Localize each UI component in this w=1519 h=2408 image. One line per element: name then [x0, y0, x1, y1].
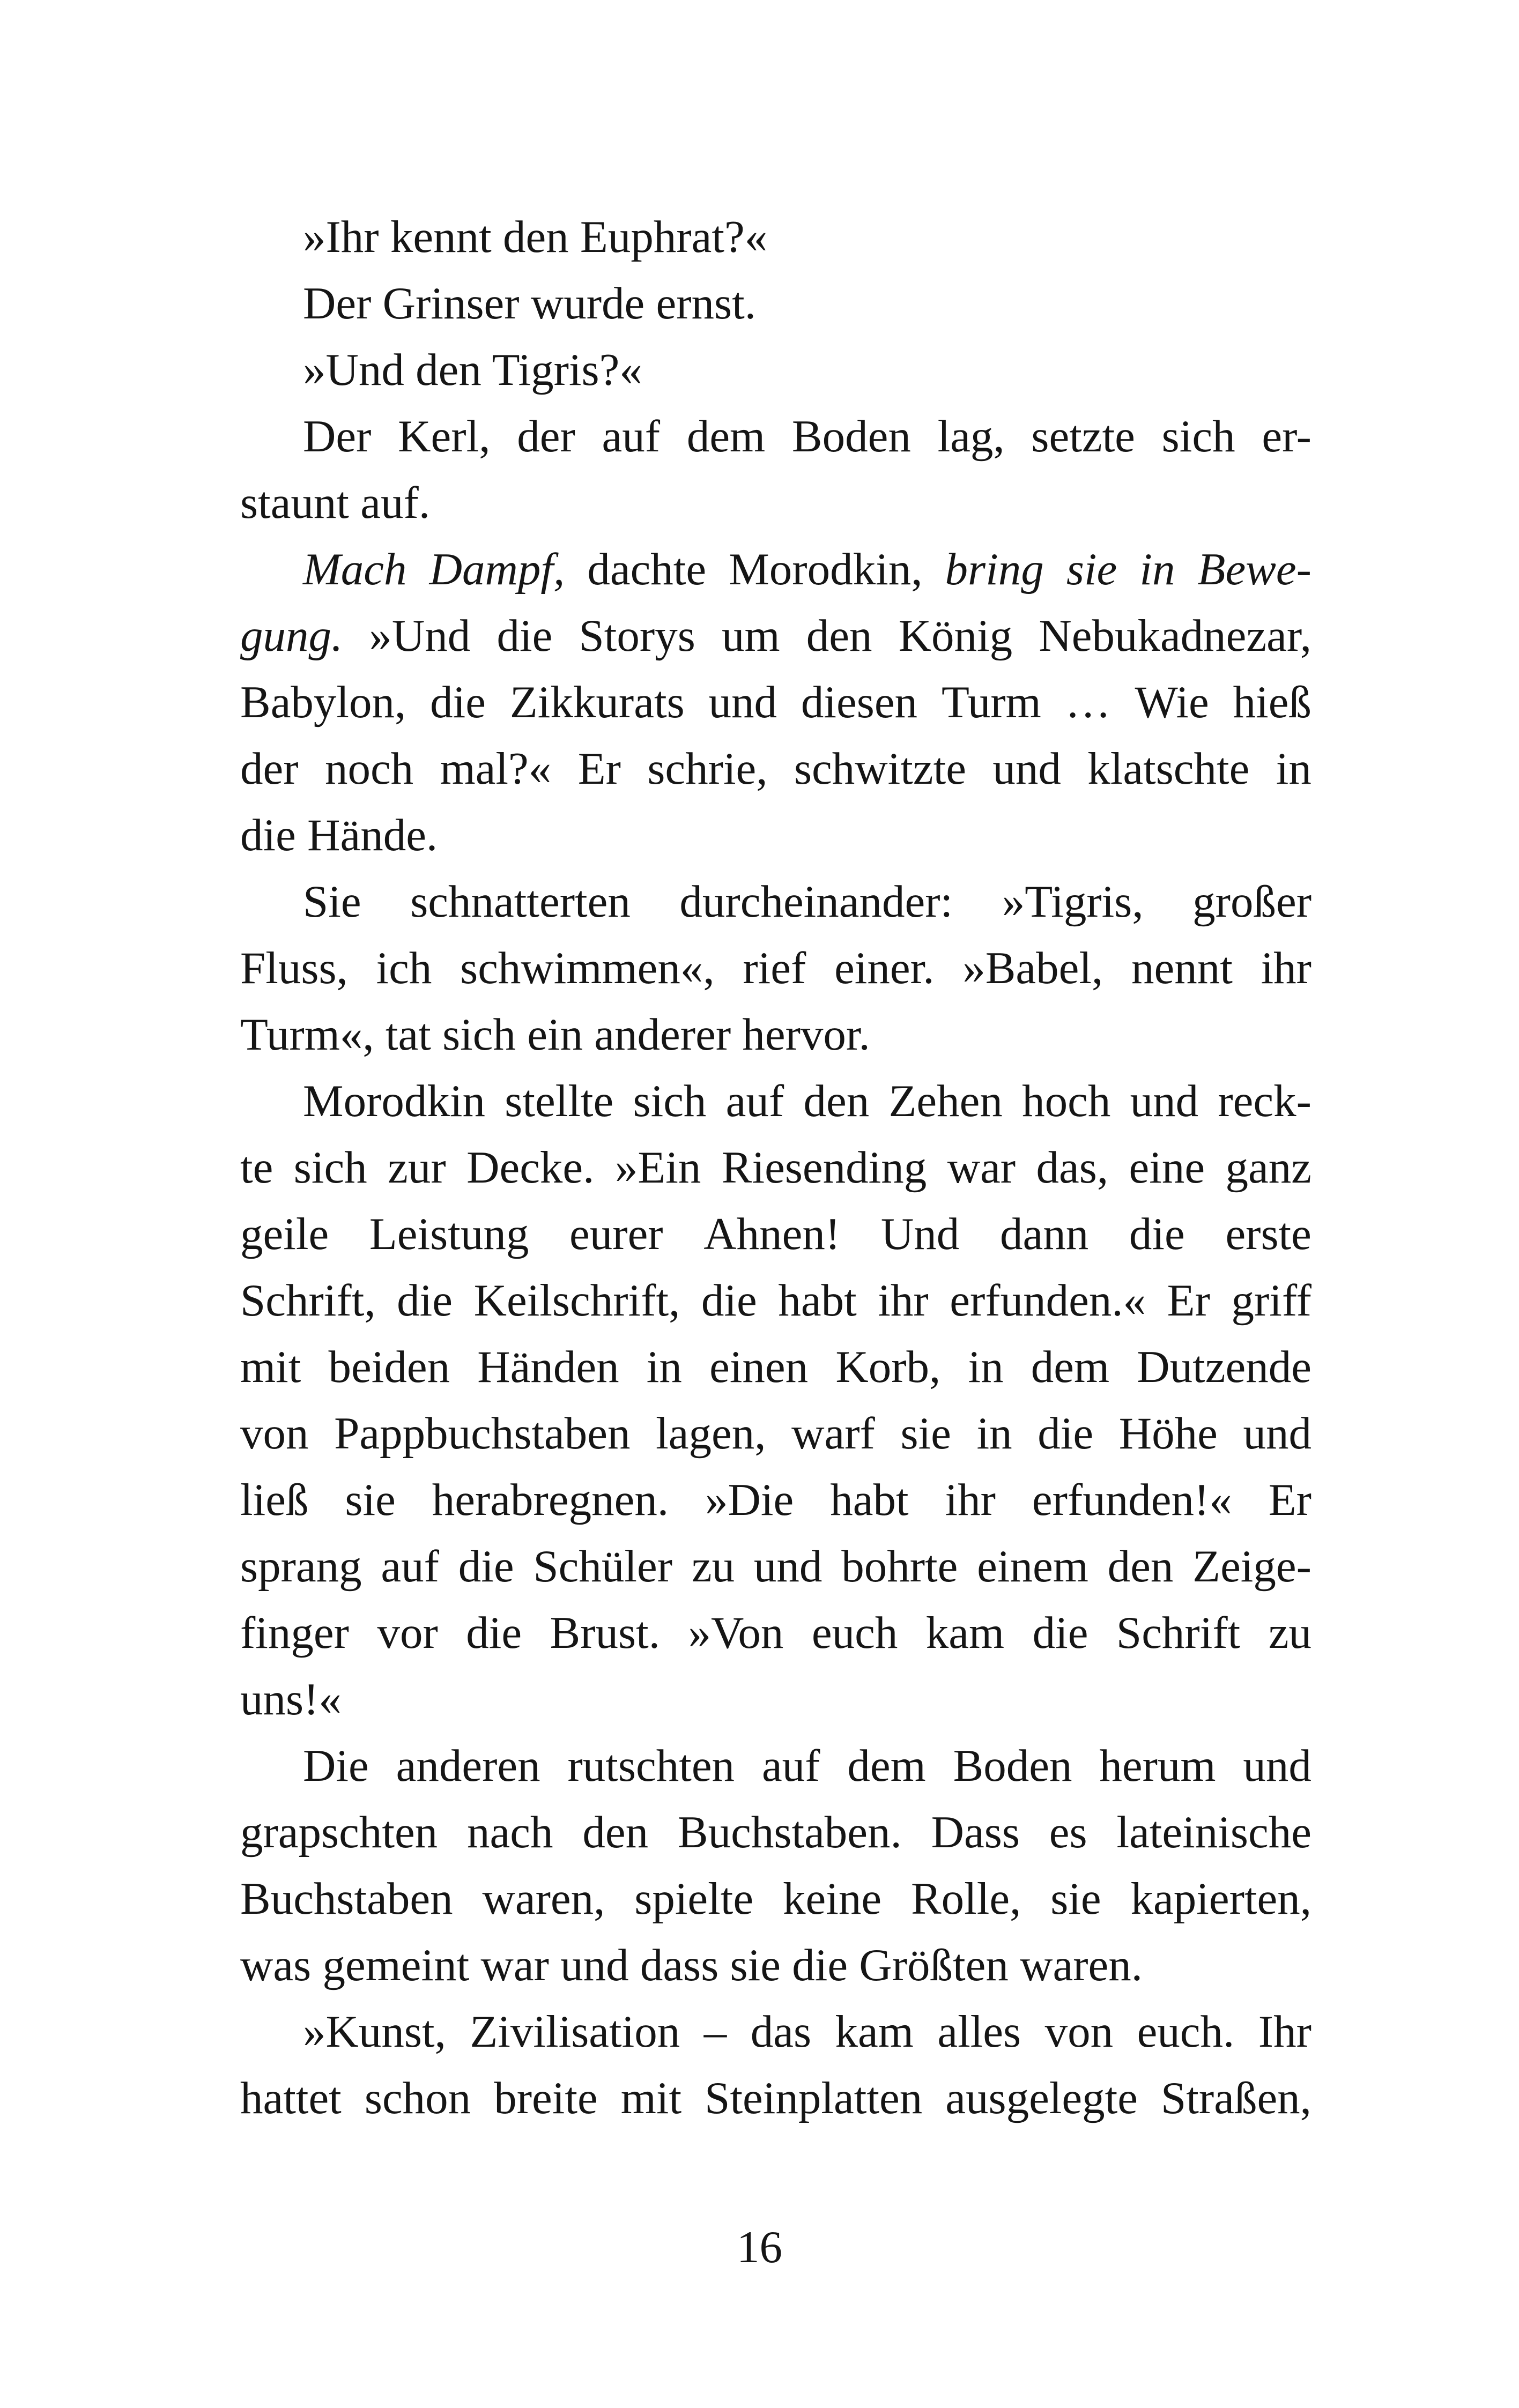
word: warf [791, 1408, 875, 1459]
word: nach [467, 1807, 553, 1857]
word: kam [925, 1608, 1005, 1658]
word: und [1243, 1408, 1311, 1459]
word: schrie, [647, 744, 768, 794]
word: rief [743, 943, 806, 993]
word: Schrift, [240, 1275, 376, 1326]
word: Wie [1135, 677, 1209, 727]
word: und [1243, 1741, 1311, 1791]
word: Leistung [369, 1209, 529, 1259]
word: den [803, 1076, 870, 1126]
word: Die [303, 1741, 369, 1791]
word: Mach [303, 544, 407, 594]
word: »Tigris, [1002, 876, 1144, 927]
word: habt [830, 1475, 909, 1525]
text-line [240, 1666, 1311, 1733]
word: Straßen, [1161, 2073, 1311, 2123]
word: Korb, [835, 1342, 941, 1392]
word: waren, [482, 1874, 605, 1924]
word: schnatterten [410, 876, 631, 927]
word: Fluss, [240, 943, 348, 993]
word: Buchstaben [240, 1874, 453, 1924]
text-segment: »Ihr kennt den Euphrat?« [303, 212, 768, 262]
text-line [240, 1400, 1311, 1467]
word: Dampf, [429, 544, 565, 594]
text-line [240, 337, 1311, 403]
word: dem [1031, 1342, 1110, 1392]
word: es [1049, 1807, 1087, 1857]
word: Turm [941, 677, 1041, 727]
text-line [240, 470, 1311, 536]
word: herabregnen. [432, 1475, 669, 1525]
word: um [721, 611, 780, 661]
word: sie [345, 1475, 396, 1525]
word: die [701, 1275, 757, 1326]
text-line [240, 2065, 1311, 2131]
word: von [240, 1408, 309, 1459]
word: ihr [945, 1475, 996, 1525]
word: grapschten [240, 1807, 438, 1857]
word: schwitzte [794, 744, 966, 794]
word: die [466, 1608, 522, 1658]
word: Zehen [888, 1076, 1003, 1126]
word: te [240, 1142, 273, 1193]
word: Zivilisation [470, 2006, 680, 2057]
text-line [240, 1467, 1311, 1533]
word: König [898, 611, 1013, 661]
text-segment: Der Grinser wurde ernst. [303, 278, 756, 329]
word: rutschten [567, 1741, 735, 1791]
word: alles [937, 2006, 1021, 2057]
word: in [1139, 544, 1175, 594]
word: reck- [1218, 1076, 1311, 1126]
text-segment: was gemeint war und dass sie die Größten waren. [240, 1940, 1143, 1990]
word: und [708, 677, 777, 727]
word: Morodkin [303, 1076, 485, 1126]
word: Schüler [533, 1541, 673, 1592]
word: das [750, 2006, 812, 2057]
word: sie [900, 1408, 951, 1459]
word: mit [240, 1342, 301, 1392]
word: klatschte [1087, 744, 1250, 794]
word: schon [364, 2073, 471, 2123]
word: erste [1225, 1209, 1311, 1259]
word: lateinische [1116, 1807, 1311, 1857]
text-line [240, 1799, 1311, 1866]
text-line [240, 1334, 1311, 1400]
word: Rolle, [910, 1874, 1021, 1924]
text-segment: die Hände. [240, 810, 438, 860]
text-segment: staunt auf. [240, 478, 431, 528]
word: breite [494, 2073, 598, 2123]
word: vor [377, 1608, 438, 1658]
word: ich [376, 943, 432, 993]
word: setzte [1031, 411, 1135, 462]
word: gung. [240, 611, 343, 661]
body-text [240, 204, 1311, 2131]
text-line [240, 802, 1311, 868]
word: kam [835, 2006, 914, 2057]
word: erfunden.« [950, 1275, 1146, 1326]
text-line [240, 1733, 1311, 1799]
word: die [430, 677, 486, 727]
word: bohrte [841, 1541, 958, 1592]
word: die [397, 1275, 453, 1326]
word: diesen [801, 677, 918, 727]
word: den [582, 1807, 649, 1857]
word: in [1276, 744, 1311, 794]
word: schwimmen«, [460, 943, 715, 993]
word: die [497, 611, 553, 661]
word: Höhe [1118, 1408, 1218, 1459]
word: »Und [369, 611, 471, 661]
word: euch. [1137, 2006, 1235, 2057]
word: Pappbuchstaben [334, 1408, 631, 1459]
word: lagen, [656, 1408, 766, 1459]
word: ausgelegte [945, 2073, 1138, 2123]
word: einem [977, 1541, 1088, 1592]
word: dann [999, 1209, 1089, 1259]
word: die [1129, 1209, 1185, 1259]
word: Dass [931, 1807, 1020, 1857]
word: in [646, 1342, 682, 1392]
word: Boden [953, 1741, 1072, 1791]
word: die [1038, 1408, 1094, 1459]
text-line [240, 1068, 1311, 1134]
page-number: 16 [737, 2222, 782, 2272]
word: erfunden!« [1032, 1475, 1232, 1525]
word: und [753, 1541, 823, 1592]
text-line [240, 603, 1311, 669]
word: auf [761, 1741, 820, 1791]
text-line [240, 669, 1311, 735]
word: geile [240, 1209, 329, 1259]
word: spielte [634, 1874, 754, 1924]
word: zur [388, 1142, 446, 1193]
word: auf [602, 411, 661, 462]
text-line [240, 1866, 1311, 1932]
word: Bewe- [1197, 544, 1311, 594]
word: stellte [505, 1076, 614, 1126]
word: noch [324, 744, 414, 794]
word: von [1044, 2006, 1114, 2057]
word: Brust. [550, 1608, 660, 1658]
word: durcheinander: [679, 876, 953, 927]
word: sich [1161, 411, 1235, 462]
word: nennt [1131, 943, 1233, 993]
word: bring [945, 544, 1044, 594]
word: und [992, 744, 1061, 794]
word: eurer [569, 1209, 663, 1259]
word: Steinplatten [705, 2073, 923, 2123]
word: sich [633, 1076, 707, 1126]
word: Storys [579, 611, 695, 661]
word: sie [1050, 1874, 1101, 1924]
text-line [240, 1001, 1311, 1068]
word: Er [1268, 1475, 1311, 1525]
word: sich [293, 1142, 367, 1193]
text-line [240, 868, 1311, 935]
text-segment: Turm«, tat sich ein anderer hervor. [240, 1009, 870, 1060]
word: Keilschrift, [473, 1275, 680, 1326]
word: Zeige- [1192, 1541, 1311, 1592]
word: Morodkin, [729, 544, 923, 594]
word: zu [1268, 1608, 1311, 1658]
text-line [240, 536, 1311, 603]
word: sie [1066, 544, 1117, 594]
word: hieß [1233, 677, 1311, 727]
text-line [240, 403, 1311, 470]
word: Riesending [721, 1142, 927, 1193]
word: einer. [834, 943, 935, 993]
word: ganz [1225, 1142, 1311, 1193]
text-line [240, 204, 1311, 270]
word: sprang [240, 1541, 362, 1592]
word: großer [1192, 876, 1311, 927]
word: habt [778, 1275, 857, 1326]
word: ihr [1261, 943, 1311, 993]
word: in [968, 1342, 1004, 1392]
word: den [806, 611, 872, 661]
word: dem [847, 1741, 926, 1791]
word: die [1032, 1608, 1088, 1658]
word: Sie [303, 876, 361, 927]
word: hattet [240, 2073, 342, 2123]
text-line [240, 1932, 1311, 1998]
word: Babylon, [240, 677, 406, 727]
word: der [240, 744, 299, 794]
word: »Ein [614, 1142, 701, 1193]
word: der [517, 411, 575, 462]
text-line [240, 735, 1311, 802]
word: beiden [328, 1342, 450, 1392]
text-line [240, 270, 1311, 337]
word: keine [783, 1874, 882, 1924]
text-line [240, 1600, 1311, 1666]
word: den [1107, 1541, 1174, 1592]
word: auf [725, 1076, 784, 1126]
word: Ihr [1258, 2006, 1311, 2057]
word: hoch [1022, 1076, 1111, 1126]
word: die [458, 1541, 514, 1592]
text-line [240, 1134, 1311, 1201]
word: zu [691, 1541, 735, 1592]
text-line [240, 1998, 1311, 2065]
word: Nebukadnezar, [1039, 611, 1311, 661]
text-line [240, 1267, 1311, 1334]
word: Er [1167, 1275, 1210, 1326]
word: Buchstaben. [677, 1807, 902, 1857]
word: in [976, 1408, 1012, 1459]
word: anderen [396, 1741, 540, 1791]
word: finger [240, 1608, 349, 1658]
word: lag, [937, 411, 1005, 462]
word: – [703, 2006, 727, 2057]
word: euch [811, 1608, 898, 1658]
word: Und [880, 1209, 960, 1259]
word: mit [620, 2073, 682, 2123]
word: »Kunst, [303, 2006, 446, 2057]
word: Er [577, 744, 621, 794]
word: und [1130, 1076, 1199, 1126]
text-line [240, 935, 1311, 1001]
text-line [240, 1201, 1311, 1267]
word: Der [303, 411, 372, 462]
word: Ahnen! [703, 1209, 841, 1259]
word: dachte [587, 544, 707, 594]
word: Schrift [1116, 1608, 1241, 1658]
word: auf [381, 1541, 439, 1592]
word: »Die [705, 1475, 794, 1525]
word: war [947, 1142, 1016, 1193]
word: ihr [878, 1275, 929, 1326]
word: Dutzende [1137, 1342, 1311, 1392]
word: das, [1036, 1142, 1109, 1193]
word: ließ [240, 1475, 309, 1525]
word: eine [1129, 1142, 1205, 1193]
text-segment: uns!« [240, 1674, 342, 1725]
word: »Babel, [962, 943, 1103, 993]
word: »Von [688, 1608, 784, 1658]
word: kapierten, [1130, 1874, 1311, 1924]
word: Zikkurats [509, 677, 685, 727]
word: Boden [791, 411, 911, 462]
word: einen [709, 1342, 809, 1392]
word: dem [686, 411, 766, 462]
word: mal?« [440, 744, 552, 794]
word: … [1065, 677, 1111, 727]
word: Decke. [466, 1142, 595, 1193]
word: Kerl, [398, 411, 491, 462]
text-segment: »Und den Tigris?« [303, 345, 642, 395]
word: griff [1231, 1275, 1311, 1326]
word: er- [1262, 411, 1311, 462]
text-line [240, 1533, 1311, 1600]
word: Händen [477, 1342, 619, 1392]
word: herum [1099, 1741, 1216, 1791]
